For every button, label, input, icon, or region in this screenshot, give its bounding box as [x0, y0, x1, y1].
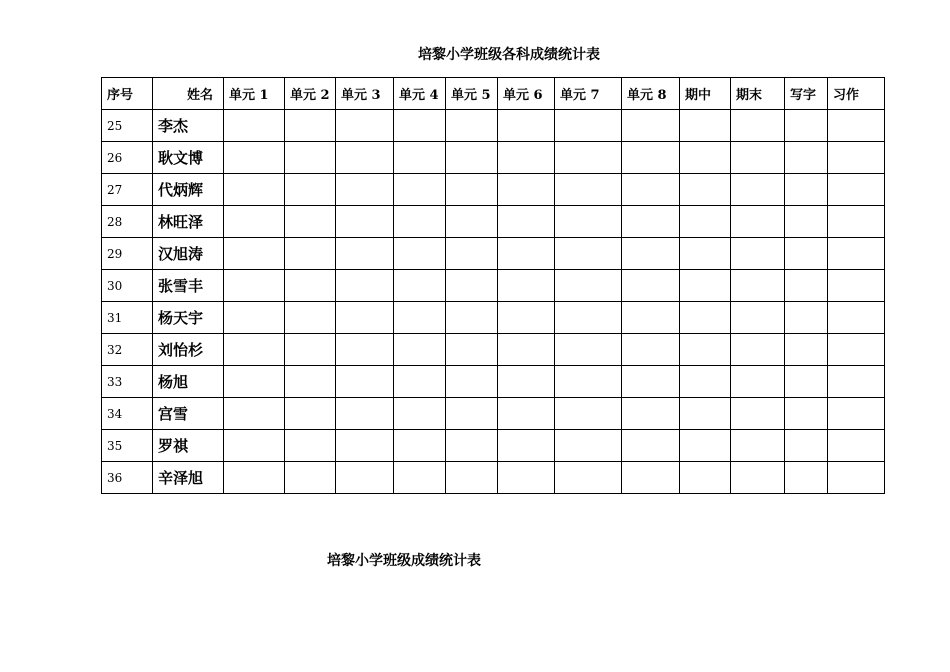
student-number-cell: 34	[102, 398, 153, 430]
score-cell	[224, 238, 285, 270]
score-cell	[394, 270, 446, 302]
score-cell	[285, 238, 336, 270]
score-cell	[224, 398, 285, 430]
score-cell	[828, 206, 885, 238]
score-cell	[446, 142, 498, 174]
score-cell	[731, 238, 785, 270]
column-header-unit-3: 单元 3	[336, 78, 394, 110]
score-cell	[828, 142, 885, 174]
student-number-cell: 29	[102, 238, 153, 270]
score-cell	[285, 334, 336, 366]
score-cell	[498, 206, 555, 238]
score-cell	[285, 302, 336, 334]
score-cell	[446, 302, 498, 334]
column-header-unit-8: 单元 8	[622, 78, 680, 110]
score-cell	[336, 142, 394, 174]
score-cell	[285, 462, 336, 494]
score-cell	[555, 142, 622, 174]
score-cell	[285, 430, 336, 462]
table-row	[102, 142, 885, 174]
table-row	[102, 462, 885, 494]
score-cell	[498, 174, 555, 206]
score-cell	[498, 302, 555, 334]
score-cell	[498, 238, 555, 270]
score-cell	[785, 206, 828, 238]
score-cell	[828, 366, 885, 398]
student-name-cell: 杨旭	[153, 366, 224, 398]
student-number-cell: 30	[102, 270, 153, 302]
page-title: 培黎小学班级各科成绩统计表	[418, 47, 600, 63]
score-cell	[622, 430, 680, 462]
table-row	[102, 110, 885, 142]
score-cell	[680, 334, 731, 366]
score-cell	[731, 302, 785, 334]
table-row	[102, 174, 885, 206]
score-cell	[731, 398, 785, 430]
student-number-cell: 32	[102, 334, 153, 366]
score-cell	[224, 110, 285, 142]
score-cell	[828, 398, 885, 430]
score-cell	[224, 174, 285, 206]
column-header-writing: 写字	[785, 78, 828, 110]
score-cell	[224, 142, 285, 174]
score-cell	[446, 334, 498, 366]
student-name-cell: 耿文博	[153, 142, 224, 174]
score-cell	[555, 302, 622, 334]
score-cell	[394, 142, 446, 174]
score-cell	[555, 110, 622, 142]
score-cell	[622, 174, 680, 206]
score-cell	[285, 366, 336, 398]
score-cell	[394, 398, 446, 430]
column-header-unit-4: 单元 4	[394, 78, 446, 110]
score-cell	[224, 430, 285, 462]
score-cell	[680, 142, 731, 174]
score-cell	[336, 110, 394, 142]
column-header-no: 序号	[102, 78, 153, 110]
score-cell	[731, 174, 785, 206]
table-row	[102, 206, 885, 238]
score-cell	[731, 206, 785, 238]
score-cell	[394, 334, 446, 366]
score-cell	[622, 366, 680, 398]
score-cell	[394, 462, 446, 494]
score-cell	[828, 110, 885, 142]
score-cell	[785, 174, 828, 206]
column-header-composition: 习作	[828, 78, 885, 110]
student-number-cell: 28	[102, 206, 153, 238]
score-cell	[680, 430, 731, 462]
student-name-cell: 李杰	[153, 110, 224, 142]
student-name-cell: 汉旭涛	[153, 238, 224, 270]
score-cell	[224, 366, 285, 398]
student-name-cell: 代炳辉	[153, 174, 224, 206]
score-cell	[285, 142, 336, 174]
score-cell	[785, 270, 828, 302]
score-cell	[828, 302, 885, 334]
column-header-unit-6: 单元 6	[498, 78, 555, 110]
column-header-unit-5: 单元 5	[446, 78, 498, 110]
score-cell	[785, 398, 828, 430]
score-cell	[446, 206, 498, 238]
score-cell	[828, 270, 885, 302]
score-cell	[731, 334, 785, 366]
score-cell	[394, 110, 446, 142]
score-cell	[622, 302, 680, 334]
score-cell	[555, 238, 622, 270]
grade-table	[101, 77, 885, 494]
table-row	[102, 238, 885, 270]
score-cell	[622, 110, 680, 142]
score-cell	[828, 430, 885, 462]
score-cell	[785, 334, 828, 366]
score-cell	[622, 206, 680, 238]
score-cell	[555, 398, 622, 430]
score-cell	[680, 302, 731, 334]
table-row	[102, 366, 885, 398]
score-cell	[285, 270, 336, 302]
column-header-midterm: 期中	[680, 78, 731, 110]
score-cell	[224, 334, 285, 366]
score-cell	[446, 398, 498, 430]
score-cell	[336, 206, 394, 238]
score-cell	[498, 366, 555, 398]
student-number-cell: 27	[102, 174, 153, 206]
score-cell	[555, 430, 622, 462]
table-row	[102, 398, 885, 430]
score-cell	[446, 174, 498, 206]
student-name-cell: 刘怡杉	[153, 334, 224, 366]
score-cell	[828, 334, 885, 366]
score-cell	[731, 270, 785, 302]
score-cell	[446, 366, 498, 398]
score-cell	[336, 334, 394, 366]
score-cell	[731, 366, 785, 398]
score-cell	[336, 174, 394, 206]
score-cell	[224, 206, 285, 238]
score-cell	[622, 334, 680, 366]
score-cell	[224, 270, 285, 302]
score-cell	[446, 462, 498, 494]
score-cell	[336, 238, 394, 270]
score-cell	[336, 430, 394, 462]
column-header-final: 期末	[731, 78, 785, 110]
student-number-cell: 35	[102, 430, 153, 462]
score-cell	[555, 270, 622, 302]
score-cell	[336, 462, 394, 494]
column-header-unit-7: 单元 7	[555, 78, 622, 110]
score-cell	[498, 462, 555, 494]
score-cell	[394, 366, 446, 398]
score-cell	[622, 462, 680, 494]
score-cell	[555, 206, 622, 238]
score-cell	[446, 238, 498, 270]
score-cell	[680, 238, 731, 270]
score-cell	[394, 206, 446, 238]
score-cell	[394, 238, 446, 270]
score-cell	[446, 430, 498, 462]
score-cell	[394, 302, 446, 334]
score-cell	[785, 302, 828, 334]
table-row	[102, 270, 885, 302]
score-cell	[785, 142, 828, 174]
score-cell	[394, 174, 446, 206]
score-cell	[785, 462, 828, 494]
table-row	[102, 302, 885, 334]
score-cell	[555, 366, 622, 398]
score-cell	[285, 174, 336, 206]
table-row	[102, 334, 885, 366]
section-title: 培黎小学班级成绩统计表	[327, 553, 481, 569]
score-cell	[785, 238, 828, 270]
student-name-cell: 宫雪	[153, 398, 224, 430]
score-cell	[555, 462, 622, 494]
score-cell	[785, 366, 828, 398]
student-name-cell: 林旺泽	[153, 206, 224, 238]
score-cell	[446, 270, 498, 302]
score-cell	[680, 206, 731, 238]
score-cell	[285, 398, 336, 430]
score-cell	[731, 462, 785, 494]
student-number-cell: 36	[102, 462, 153, 494]
score-cell	[731, 110, 785, 142]
score-cell	[555, 334, 622, 366]
score-cell	[555, 174, 622, 206]
score-cell	[680, 174, 731, 206]
score-cell	[622, 238, 680, 270]
score-cell	[394, 430, 446, 462]
score-cell	[680, 366, 731, 398]
score-cell	[498, 430, 555, 462]
score-cell	[785, 110, 828, 142]
score-cell	[336, 270, 394, 302]
score-cell	[731, 430, 785, 462]
column-header-unit-1: 单元 1	[224, 78, 285, 110]
score-cell	[828, 462, 885, 494]
score-cell	[622, 398, 680, 430]
score-cell	[336, 398, 394, 430]
score-cell	[680, 398, 731, 430]
student-name-cell: 罗祺	[153, 430, 224, 462]
student-number-cell: 33	[102, 366, 153, 398]
table-header-row	[102, 78, 885, 110]
student-number-cell: 25	[102, 110, 153, 142]
score-cell	[731, 142, 785, 174]
score-cell	[224, 302, 285, 334]
score-cell	[285, 110, 336, 142]
score-cell	[498, 398, 555, 430]
score-cell	[498, 142, 555, 174]
score-cell	[446, 110, 498, 142]
table-row	[102, 430, 885, 462]
score-cell	[785, 430, 828, 462]
student-name-cell: 张雪丰	[153, 270, 224, 302]
score-cell	[285, 206, 336, 238]
score-cell	[498, 334, 555, 366]
score-cell	[680, 110, 731, 142]
table-body	[102, 110, 885, 494]
score-cell	[622, 142, 680, 174]
score-cell	[680, 270, 731, 302]
column-header-unit-2: 单元 2	[285, 78, 336, 110]
score-cell	[336, 366, 394, 398]
student-number-cell: 26	[102, 142, 153, 174]
student-number-cell: 31	[102, 302, 153, 334]
score-cell	[680, 462, 731, 494]
score-cell	[498, 270, 555, 302]
student-name-cell: 辛泽旭	[153, 462, 224, 494]
score-cell	[224, 462, 285, 494]
score-cell	[498, 110, 555, 142]
column-header-name: 姓名	[153, 78, 224, 110]
student-name-cell: 杨天宇	[153, 302, 224, 334]
score-cell	[828, 174, 885, 206]
score-cell	[622, 270, 680, 302]
score-cell	[828, 238, 885, 270]
score-cell	[336, 302, 394, 334]
